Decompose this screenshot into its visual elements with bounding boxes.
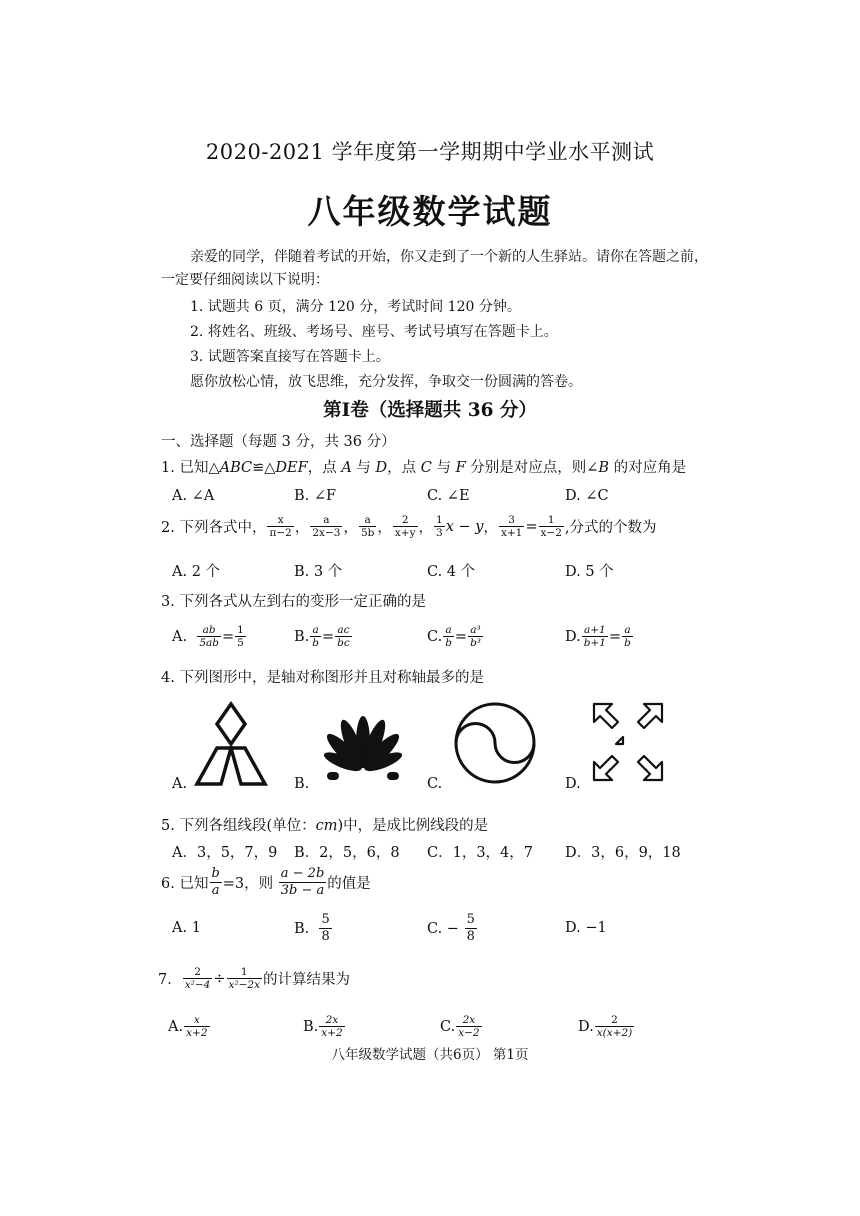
- q7-option-a[interactable]: A. $\frac{x}{x+2}$: [168, 1014, 208, 1039]
- flower-petals-figure: [318, 712, 408, 782]
- q1-option-b[interactable]: B. ∠F: [294, 488, 337, 504]
- rule-1: 1. 试题共 6 页，满分 120 分，考试时间 120 分钟。: [190, 299, 521, 315]
- q6-option-a[interactable]: A. 1: [172, 920, 201, 936]
- q5-option-d[interactable]: D．3，6，9，18: [565, 845, 681, 861]
- wish-line: 愿你放松心情，放飞思维，充分发挥，争取交一份圆满的答卷。: [190, 374, 582, 390]
- diamond-tri-figure: [193, 700, 269, 790]
- q6-option-b[interactable]: B. $\frac{5}{8}$: [294, 912, 330, 944]
- q2-option-a[interactable]: A. 2 个: [172, 564, 221, 580]
- intro-line-2: 一定要仔细阅读以下说明：: [161, 272, 329, 288]
- q4-option-d-label[interactable]: D.: [565, 776, 581, 792]
- exam-session-title: 2020-2021 学年度第一学期期中学业水平测试: [205, 140, 655, 164]
- page-footer: 八年级数学试题（共6页） 第1页: [331, 1047, 529, 1063]
- part-heading: 一、选择题（每题 3 分，共 36 分）: [161, 434, 396, 450]
- q5-option-c[interactable]: C．1，3，4，7: [427, 845, 533, 861]
- q2-option-b[interactable]: B. 3 个: [294, 564, 343, 580]
- q4-option-a-label[interactable]: A.: [172, 776, 188, 792]
- q7-option-d[interactable]: D. $\frac{2}{x(x+2)}$: [578, 1014, 633, 1039]
- question-5-stem: 5. 下列各组线段(单位：cm)中，是成比例线段的是: [161, 818, 489, 834]
- exam-main-title: 八年级数学试题: [307, 192, 553, 231]
- intro-line-1: 亲爱的同学，伴随着考试的开始，你又走到了一个新的人生驿站。请你在答题之前，: [190, 249, 708, 265]
- q3-option-c[interactable]: C. $\frac{a}{b}$ = $\frac{\text{a³}}{\text{b³}}$: [427, 624, 482, 649]
- q3-option-a[interactable]: A. $\frac{ab}{5ab}$ = $\frac{1}{5}$: [172, 624, 244, 649]
- q2-option-c[interactable]: C. 4 个: [427, 564, 476, 580]
- question-7-stem: 7． $\frac{2}{\text{x²−4}}$ ÷ $\frac{1}{\text{x²−2x}}$ 的计算结果为: [158, 966, 351, 991]
- section-title: 第Ⅰ卷（选择题共 36 分）: [323, 400, 537, 421]
- question-1-stem: 1. 已知△ABC≌△DEF，点 A 与 D，点 C 与 F 分别是对应点，则∠B 的对应角是: [161, 460, 687, 476]
- q6-option-c[interactable]: C. − $\frac{5}{8}$: [427, 912, 475, 944]
- q4-option-c-label[interactable]: C.: [427, 776, 443, 792]
- q1-option-a[interactable]: A. ∠A: [172, 488, 215, 504]
- q2-option-d[interactable]: D. 5 个: [565, 564, 614, 580]
- four-arrows-figure: [590, 700, 666, 784]
- question-2-stem: 2. 下列各式中， $\frac{x}{\pi-2}$ ， $\frac{a}{2x-3}$ ， $\frac{a}{5b}$ ， $\frac{2}{x+y}$ ， $\frac{1}{3}$ x − y ， $\frac{3}{x+1}$ = $\frac{1}{x-2}$ ,分式的个数为: [161, 514, 657, 539]
- yin-yang-figure: [452, 700, 538, 786]
- rule-3: 3. 试题答案直接写在答题卡上。: [190, 349, 390, 365]
- q5-option-b[interactable]: B．2，5，6，8: [294, 845, 400, 861]
- q7-option-b[interactable]: B. $\frac{2x}{x+2}$: [303, 1014, 343, 1039]
- rule-2: 2. 将姓名、班级、考场号、座号、考试号填写在答题卡上。: [190, 324, 558, 340]
- q7-option-c[interactable]: C. $\frac{2x}{x-2}$: [440, 1014, 480, 1039]
- question-4-stem: 4. 下列图形中，是轴对称图形并且对称轴最多的是: [161, 670, 484, 686]
- q1-option-c[interactable]: C. ∠E: [427, 488, 470, 504]
- q4-option-b-label[interactable]: B.: [294, 776, 310, 792]
- question-3-stem: 3. 下列各式从左到右的变形一定正确的是: [161, 594, 426, 610]
- q5-option-a[interactable]: A．3，5，7，9: [172, 845, 278, 861]
- q3-option-b[interactable]: B. $\frac{a}{b}$ = $\frac{ac}{bc}$: [294, 624, 350, 649]
- q1-option-d[interactable]: D. ∠C: [565, 488, 609, 504]
- question-6-stem: 6. 已知 $\frac{b}{a}$ =3，则 $\frac{a - 2b}{3b - a}$ 的值是: [161, 866, 371, 898]
- q3-option-d[interactable]: D. $\frac{a+1}{b+1}$ = $\frac{a}{b}$: [565, 624, 631, 649]
- q6-option-d[interactable]: D. −1: [565, 920, 607, 936]
